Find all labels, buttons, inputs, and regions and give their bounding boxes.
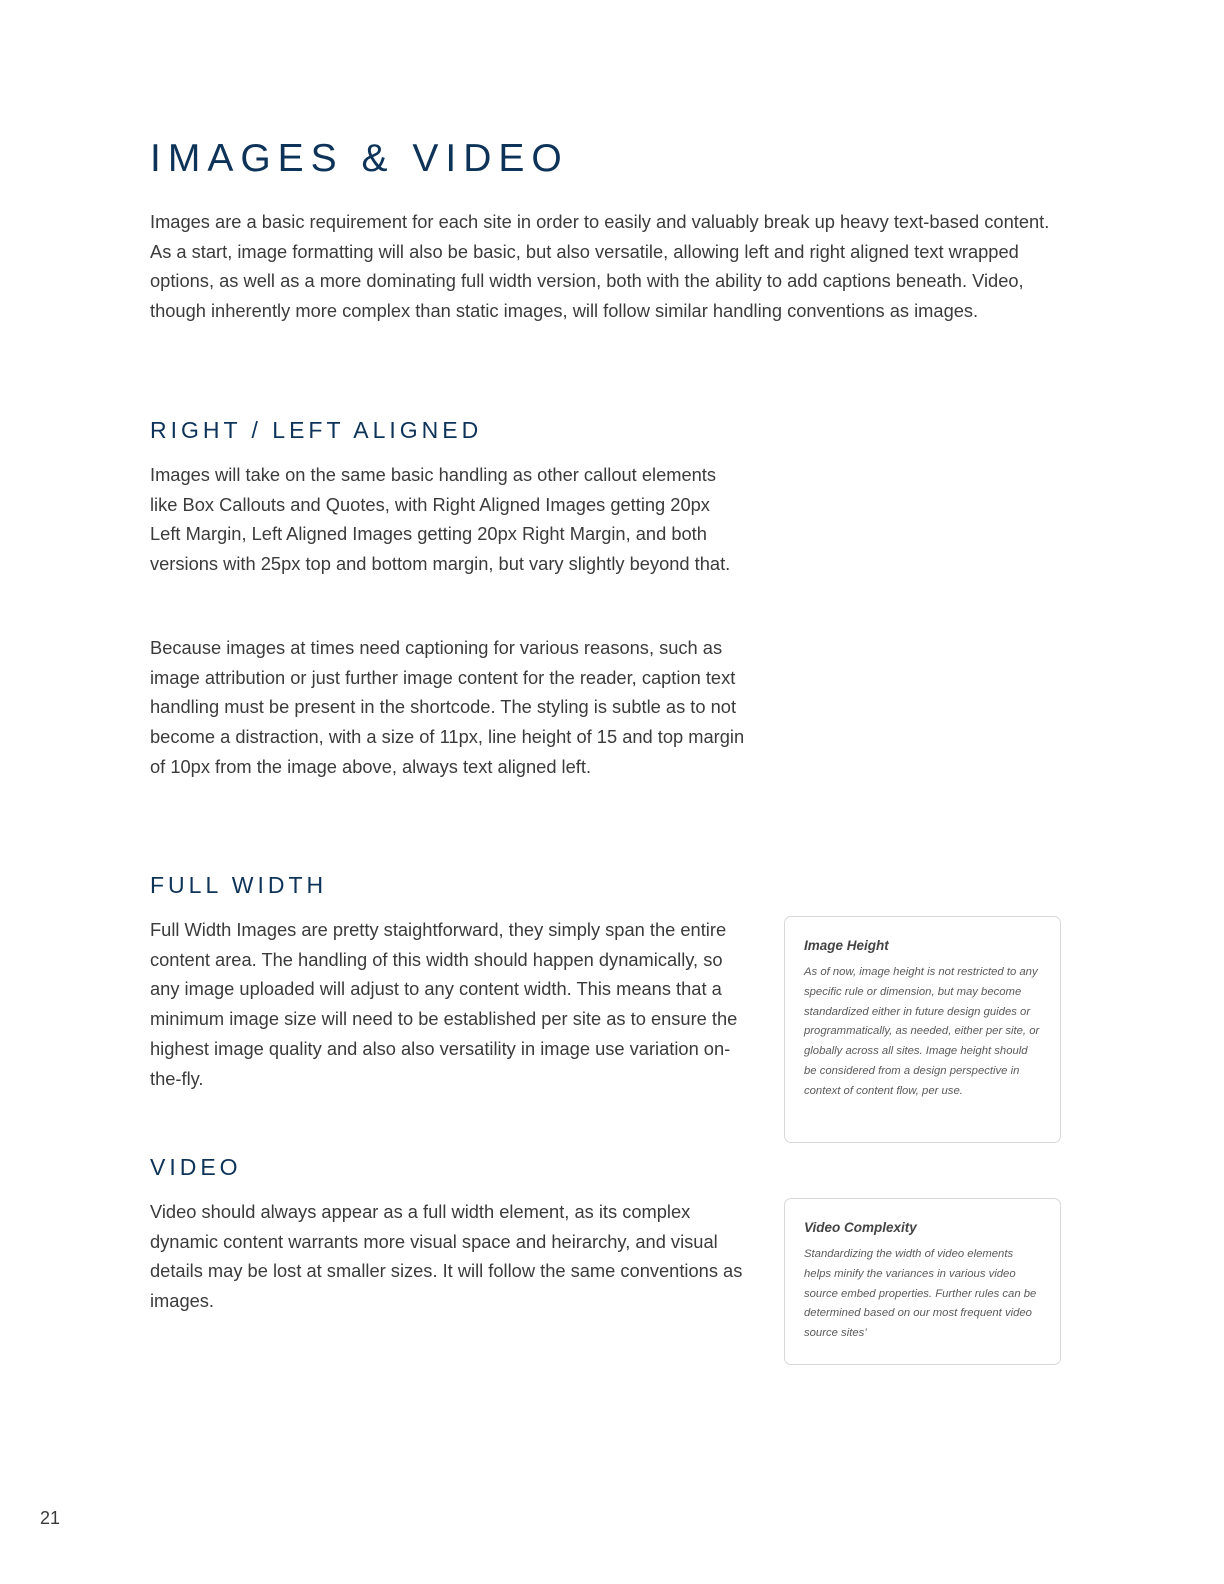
intro-paragraph: Images are a basic requirement for each site in order to easily and valuably break up heavy text-based content. As a start, image formatting will also be basic, but also versatile, allowing left and right aligned text wrapped options, as well as a more dominating full width version, both with the ability to add captions beneath. Video, though inherently more complex than static images, will follow similar handling conventions as images.	[150, 211, 1050, 322]
callout-body: Standardizing the width of video elements helps minify the variances in various video source embed properties. Further rules can be determined based on our most frequent video source sites’	[804, 1248, 1037, 1340]
video-paragraph: Video should always appear as a full width element, as its complex dynamic content warrants more visual space and heirarchy, and visual details may be lost at smaller sizes. It will follow the same conventions as images.	[150, 1201, 743, 1312]
aligned-paragraph-1: Images will take on the same basic handling as other callout elements like Box Callouts and Quotes, with Right Aligned Images getting 20px Left Margin, Left Aligned Images getting 20px Right Margin, and both versions with 25px top and bottom margin, but vary slightly beyond that.	[150, 464, 731, 575]
callout-title: Image Height	[804, 938, 889, 953]
section-heading-aligned: RIGHT / LEFT ALIGNED	[150, 417, 483, 443]
full-width-paragraph: Full Width Images are pretty staightforward, they simply span the entire content area. The handling of this width should happen dynamically, so any image uploaded will adjust to any content width. This means that a minimum image size will need to be established per site as to ensure the highest image quality and also also versatility in image use variation on-the-fly.	[150, 919, 738, 1089]
section-heading-full-width: FULL WIDTH	[150, 872, 328, 898]
callout-title: Video Complexity	[804, 1220, 917, 1235]
image-height-callout	[784, 916, 1061, 1143]
aligned-paragraph-2: Because images at times need captioning for various reasons, such as image attribution or just further image content for the reader, caption text handling must be present in the shortcode. The styling is subtle as to not become a distraction, with a size of 11px, line height of 15 and top margin of 10px from the image above, always text aligned left.	[150, 637, 745, 777]
callout-body: As of now, image height is not restricted to any specific rule or dimension, but may become standardized either in future design guides or programmatically, as needed, either per site, or globally across all sites. Image height should be considered from a design perspective in context of content flow, per use.	[804, 966, 1040, 1097]
video-complexity-callout	[784, 1198, 1061, 1365]
page-number: 21	[40, 1508, 61, 1528]
section-heading-video: VIDEO	[150, 1154, 242, 1180]
page-title: IMAGES & VIDEO	[150, 137, 569, 180]
